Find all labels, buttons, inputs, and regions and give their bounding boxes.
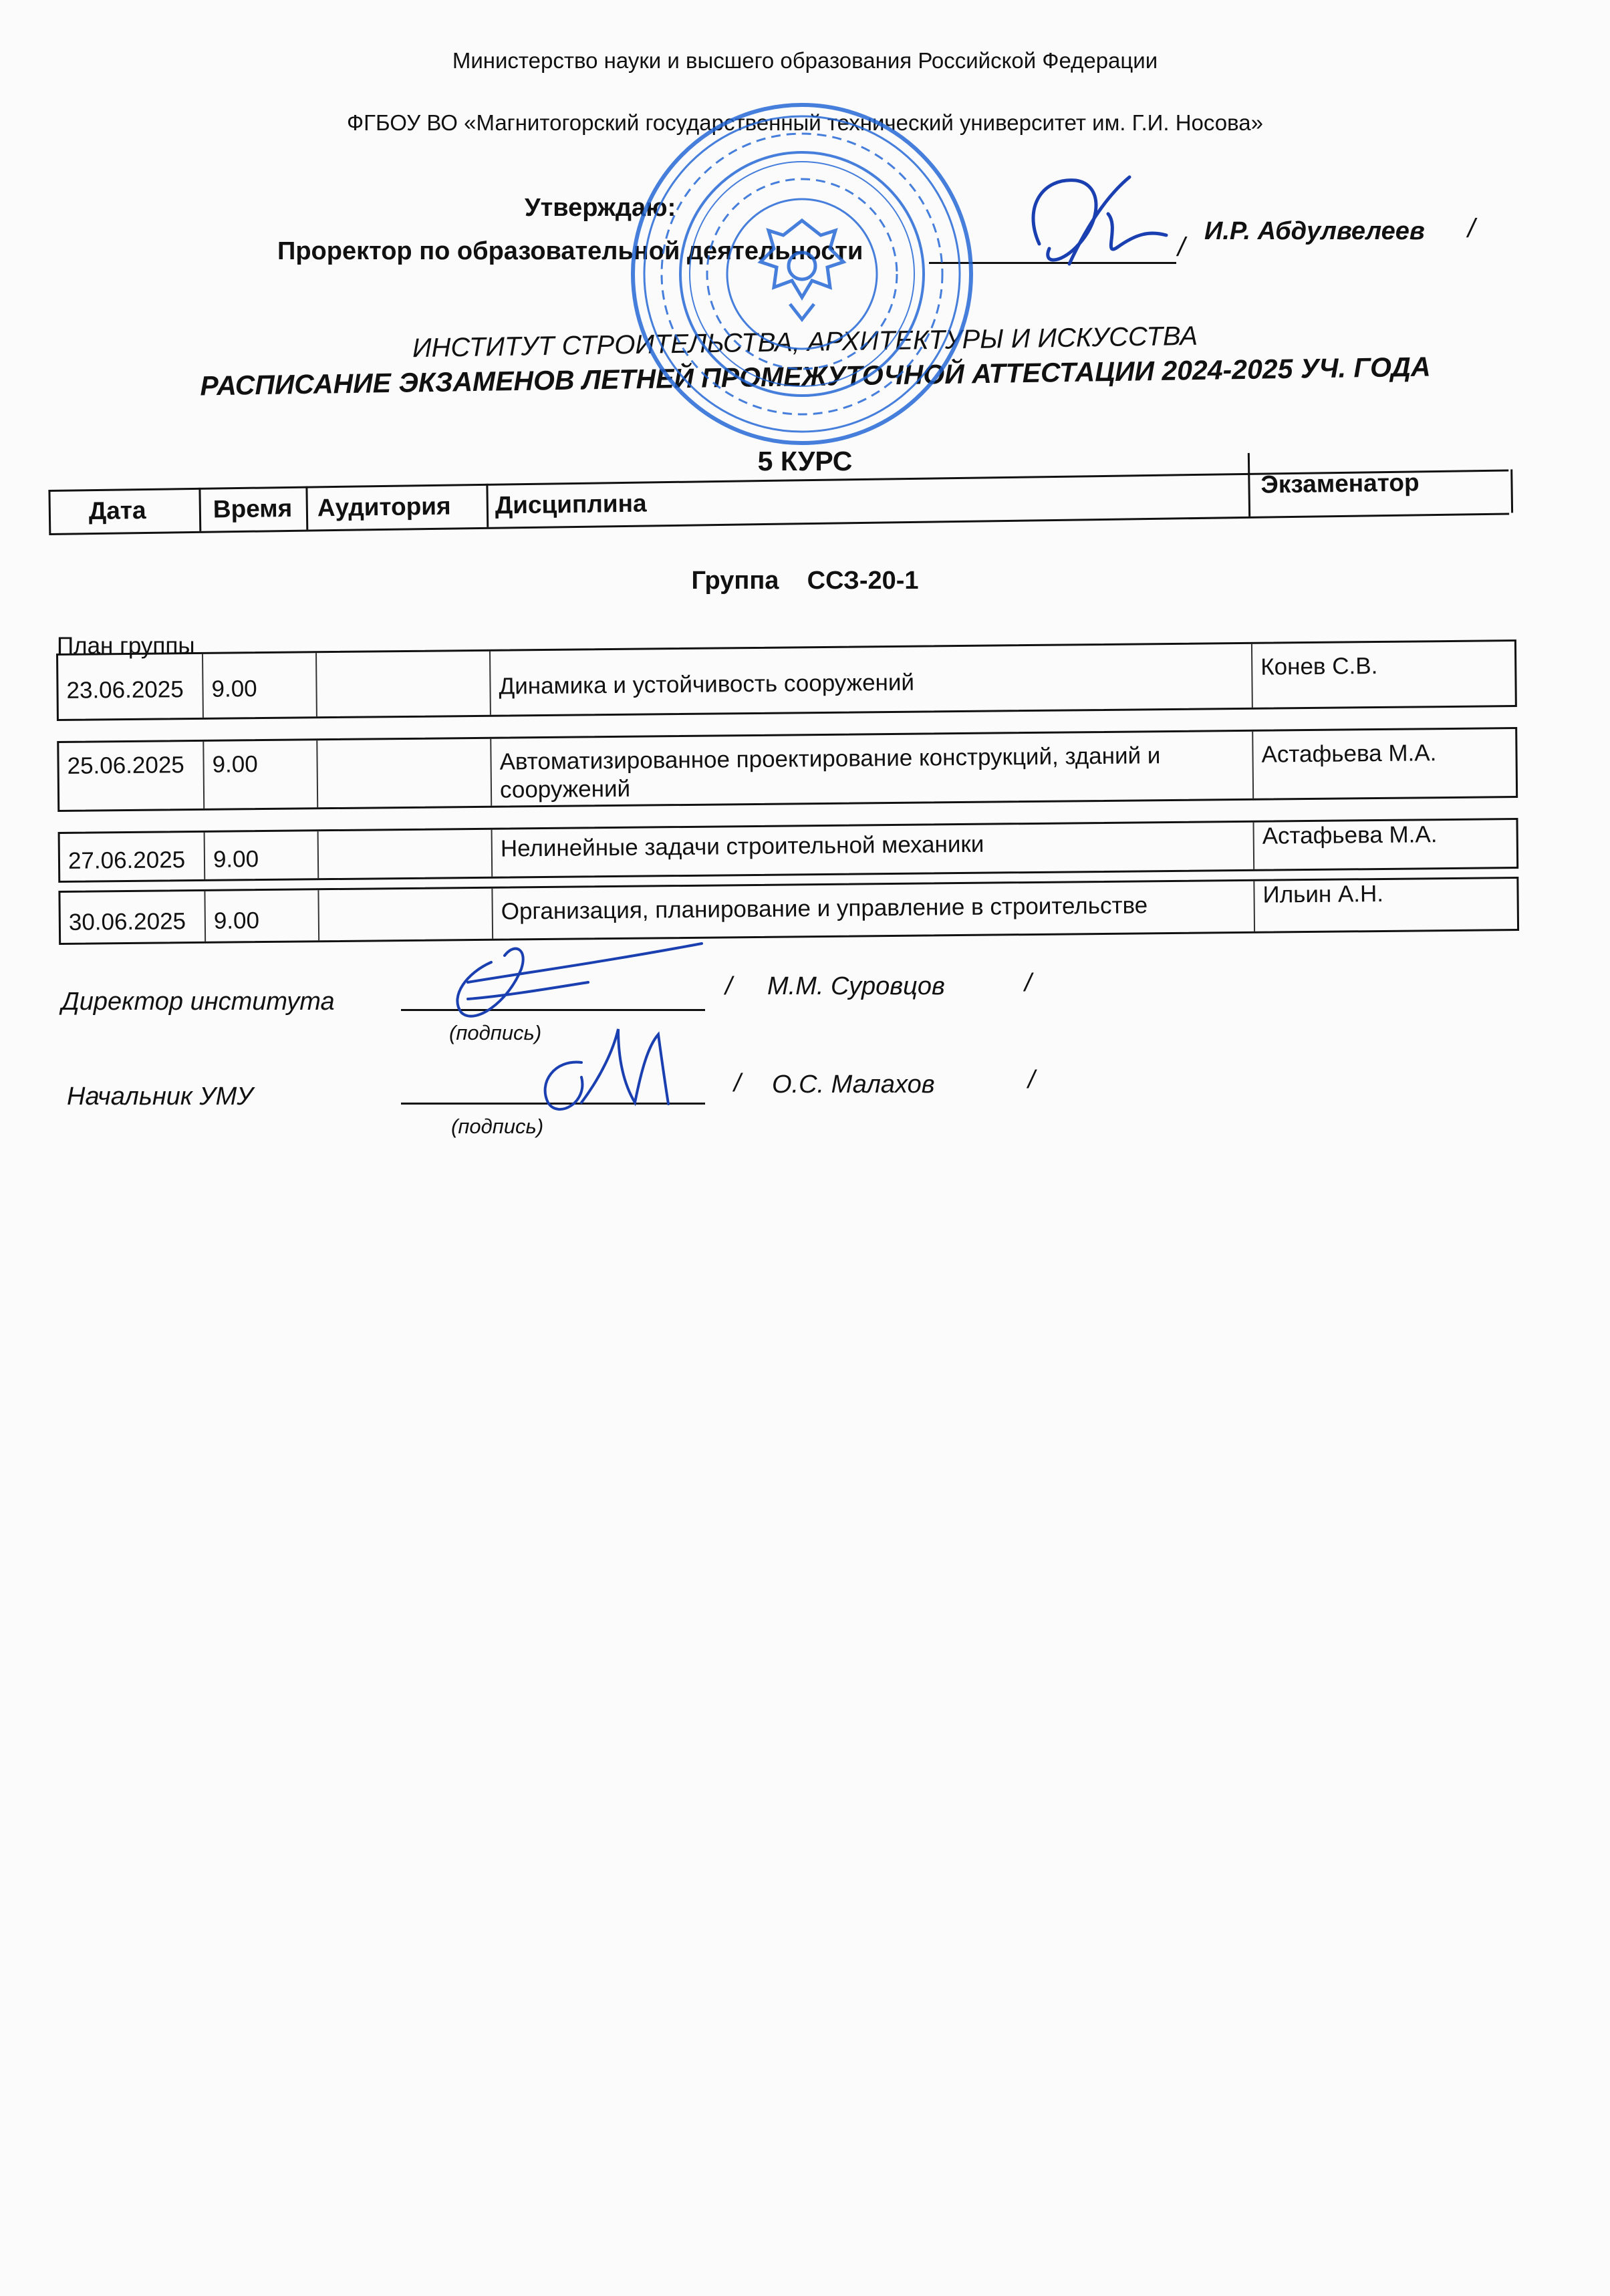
exam-time: 9.00 <box>204 890 318 942</box>
director-signature-caption: (подпись) <box>449 1021 542 1044</box>
institute-title: ИНСТИТУТ СТРОИТЕЛЬСТВА, АРХИТЕКТУРЫ И ИСКУССТВА <box>412 321 1198 364</box>
exam-date: 30.06.2025 <box>68 908 186 936</box>
header-examiner: Экзаменатор <box>1248 449 1509 516</box>
approver-slash-left: / <box>1178 233 1186 262</box>
official-seal-stamp <box>633 105 971 443</box>
header-time: Время <box>198 486 306 531</box>
plan-label: План группы <box>57 633 195 659</box>
header-room: Аудитория <box>305 484 473 529</box>
exam-time: 9.00 <box>204 831 318 879</box>
prorector-signature <box>1033 177 1166 264</box>
director-slash-left: / <box>725 972 732 1000</box>
exam-discipline: Автоматизированное проектирование конструкций, зданий и сооружений <box>490 732 1252 806</box>
exam-date: 27.06.2025 <box>68 847 186 874</box>
director-signature <box>457 944 702 1016</box>
exam-time: 9.00 <box>202 653 316 718</box>
exam-date: 25.06.2025 <box>67 752 184 779</box>
organization-title: ФГБОУ ВО «Магнитогорский государственный технический университет им. Г.И. Носова» <box>347 110 1263 135</box>
umu-head-name: О.С. Малахов <box>772 1070 935 1099</box>
exam-examiner: Астафьева М.А. <box>1253 820 1517 869</box>
header-discipline: Дисциплина <box>486 473 1242 527</box>
schedule-title: РАСПИСАНИЕ ЭКЗАМЕНОВ ЛЕТНЕЙ ПРОМЕЖУТОЧНОЙ АТТЕСТАЦИИ 2024-2025 УЧ. ГОДА <box>200 351 1431 402</box>
umu-signature-caption: (подпись) <box>451 1115 544 1138</box>
exam-date: 23.06.2025 <box>66 676 184 704</box>
exam-examiner: Ильин А.Н. <box>1253 879 1517 931</box>
approver-position: Проректор по образовательной деятельности <box>277 237 863 265</box>
course-label: 5 КУРС <box>757 446 853 476</box>
exam-discipline: Динамика и устойчивость сооружений <box>489 644 1252 715</box>
director-label: Директор института <box>61 988 335 1016</box>
umu-slash-left: / <box>734 1069 741 1097</box>
approver-name: И.Р. Абдулвелеев <box>1204 217 1425 245</box>
group-label: Группа <box>691 567 779 595</box>
approval-label: Утверждаю: <box>525 194 676 222</box>
umu-head-label: Начальник УМУ <box>67 1083 253 1111</box>
header-date: Дата <box>88 496 146 525</box>
umu-signature <box>545 1029 668 1109</box>
group-code: ССЗ-20-1 <box>807 567 919 595</box>
exam-discipline: Нелинейные задачи строительной механики <box>491 823 1254 877</box>
exam-discipline: Организация, планирование и управление в строительстве <box>491 881 1254 939</box>
exam-examiner: Конев С.В. <box>1251 641 1515 708</box>
exam-time: 9.00 <box>203 740 317 809</box>
approver-slash-right: / <box>1468 214 1476 243</box>
director-name: М.М. Суровцов <box>767 972 945 1000</box>
umu-slash-right: / <box>1028 1066 1035 1094</box>
ministry-title: Министерство науки и высшего образования Российской Федерации <box>452 48 1158 73</box>
director-slash-right: / <box>1025 969 1032 997</box>
exam-examiner: Астафьева М.А. <box>1252 729 1516 799</box>
